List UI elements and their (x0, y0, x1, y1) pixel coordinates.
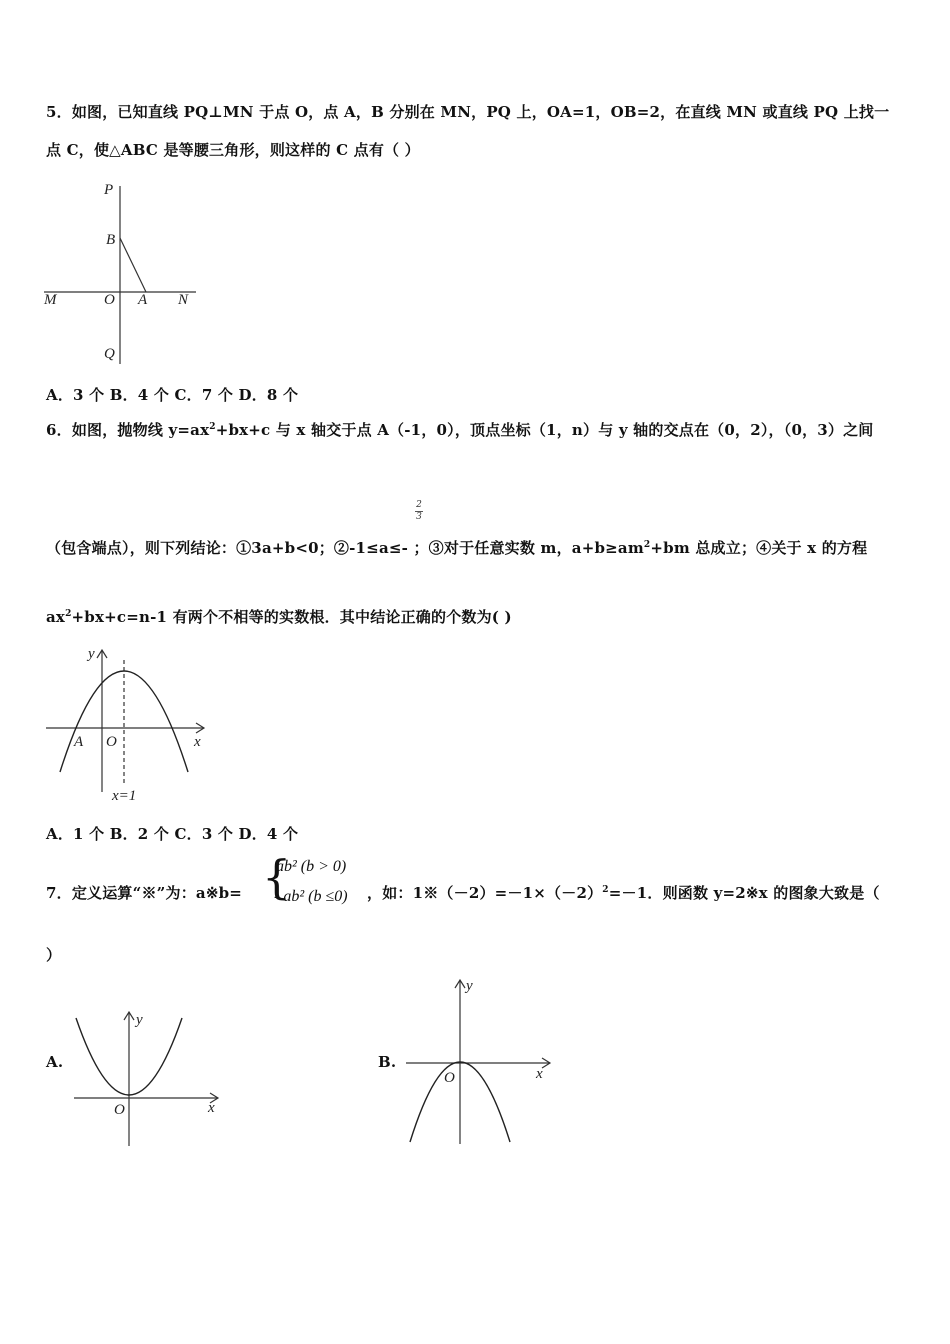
label-m: M (44, 292, 57, 308)
label-n: N (178, 292, 189, 308)
q7-text-prefix: 7．定义运算“※”为：a※b= (46, 884, 243, 902)
label-y: y (466, 978, 473, 994)
q7-option-b-figure[interactable] (402, 972, 557, 1147)
label-x: x (194, 734, 201, 750)
label-a: A (138, 292, 148, 308)
label-axis: x=1 (112, 788, 137, 804)
label-a: A (74, 734, 84, 750)
label-o: O (444, 1070, 455, 1086)
label-q: Q (104, 346, 115, 362)
q5-text-line2: 点 C，使△ABC 是等腰三角形，则这样的 C 点有（ ） (46, 141, 420, 159)
q7-option-b-label: B. (378, 1053, 397, 1071)
q6-fraction: 2 3 (416, 500, 422, 522)
label-y: y (136, 1012, 143, 1028)
q7-text-line2: ） (46, 946, 62, 964)
q6-options: A．1 个 B．2 个 C．3 个 D．4 个 (46, 825, 299, 843)
label-o: O (114, 1102, 125, 1118)
label-b: B (106, 232, 116, 248)
label-y: y (88, 646, 95, 662)
label-p: P (104, 182, 114, 198)
q6-text-line2: （包含端点），则下列结论：①3a+b<0；②-1≤a≤- ；③对于任意实数 m，$a+b\ge am^2+bm$ 总成立；④关于 x 的方程 (46, 539, 868, 557)
q7-option-a-label: A. (46, 1053, 64, 1071)
q7-brace: { (262, 850, 292, 904)
q7-piece2: - ab² (b ≤0) (274, 888, 348, 905)
q5-figure (40, 178, 210, 368)
q6-text-line3: $ax^2+bx+c=n-1$ 有两个不相等的实数根．其中结论正确的个数为( ) (46, 608, 512, 626)
q5-text-line1: 5．如图，已知直线 PQ⊥MN 于点 O，点 A，B 分别在 MN，PQ 上，OA=1，OB=2，在直线 MN 或直线 PQ 上找一 (46, 103, 890, 121)
label-x: x (536, 1066, 543, 1082)
q5-options: A．3 个 B．4 个 C．7 个 D．8 个 (46, 386, 299, 404)
q7-text-suffix: ，如：$1※(-2)=-1\times(-2)^2=-1$．则函数 y=2※x 的图象大致是（ (367, 884, 880, 902)
q7-piece1: ab² (b > 0) (276, 858, 347, 875)
q6-figure (40, 640, 215, 805)
label-o: O (106, 734, 117, 750)
label-o: O (104, 292, 115, 308)
q7-option-a-figure[interactable] (70, 1006, 230, 1151)
q6-text-line1: 6．如图，抛物线 $y=ax^2+bx+c$ 与 x 轴交于点 A（-1，0），顶点坐标（1，n）与 y 轴的交点在（0，2），（0，3）之间 (46, 421, 874, 439)
label-x: x (208, 1100, 215, 1116)
